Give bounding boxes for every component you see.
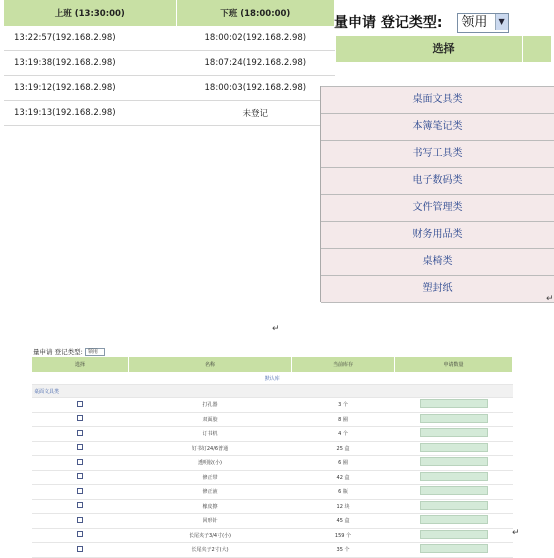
embed-title-bar [32, 348, 513, 357]
embedded-request-screenshot [32, 348, 513, 554]
clock-in-cell: 13:19:38(192.168.2.98) [4, 51, 176, 76]
embed-title: 量申请 登记类型: [33, 348, 83, 356]
category-item[interactable]: 财务用品类 [321, 222, 554, 249]
registration-type-value: 领用 [461, 15, 488, 30]
supply-table [32, 357, 513, 558]
item-stock: 42 盒 [292, 470, 395, 485]
select-checkbox[interactable] [77, 444, 83, 450]
table-row [32, 427, 513, 442]
category-item[interactable]: 书写工具类 [321, 141, 554, 168]
table-row [32, 470, 513, 485]
item-stock: 6 圈 [292, 456, 395, 471]
category-item[interactable]: 本簿笔记类 [321, 114, 554, 141]
clock-out-cell: 18:07:24(192.168.2.98) [176, 51, 334, 76]
quantity-input[interactable] [420, 544, 488, 553]
return-mark: ↵ [272, 324, 280, 334]
select-checkbox[interactable] [77, 488, 83, 494]
category-item[interactable]: 电子数码类 [321, 168, 554, 195]
quantity-input[interactable] [420, 399, 488, 408]
embed-type-select[interactable] [85, 348, 105, 356]
default-library-row [32, 372, 513, 385]
col-select: 选择 [32, 357, 129, 372]
item-name: 钉书钉24/6普通 [129, 441, 292, 456]
request-type-bar [334, 12, 553, 34]
select-checkbox[interactable] [77, 430, 83, 436]
clock-in-cell: 13:22:57(192.168.2.98) [4, 26, 176, 51]
clock-out-header: 下班 (18:00:00) [176, 0, 334, 26]
select-checkbox[interactable] [77, 401, 83, 407]
quantity-input[interactable] [420, 428, 488, 437]
table-row [4, 76, 335, 101]
table-row [32, 485, 513, 500]
item-stock: 12 块 [292, 499, 395, 514]
default-library-label[interactable]: 默认库 [32, 372, 513, 385]
clock-in-header: 上班 (13:30:00) [4, 0, 176, 26]
item-name: 长尾夹子2寸(大) [129, 543, 292, 558]
quantity-input[interactable] [420, 501, 488, 510]
select-checkbox[interactable] [77, 473, 83, 479]
col-quantity: 申请数量 [395, 357, 513, 372]
quantity-input[interactable] [420, 414, 488, 423]
select-header-label: 选择 [432, 42, 455, 55]
item-stock: 6 瓶 [292, 485, 395, 500]
item-name: 回形针 [129, 514, 292, 529]
select-checkbox[interactable] [77, 546, 83, 552]
select-checkbox[interactable] [77, 531, 83, 537]
item-stock: 25 盒 [292, 441, 395, 456]
category-item[interactable]: 桌面文具类 [321, 86, 554, 114]
category-item[interactable]: 塑封纸 [321, 276, 554, 303]
item-name: 长尾夹子3/4寸(小) [129, 528, 292, 543]
item-name: 修正带 [129, 470, 292, 485]
clock-out-cell: 18:00:03(192.168.2.98) [176, 76, 334, 101]
clock-in-cell: 13:19:13(192.168.2.98) [4, 101, 176, 126]
item-stock: 159 个 [292, 528, 395, 543]
table-row [4, 51, 335, 76]
item-stock: 4 个 [292, 427, 395, 442]
clock-out-cell-unregistered: 未登记 [176, 101, 334, 126]
select-checkbox[interactable] [77, 517, 83, 523]
table-row [32, 441, 513, 456]
return-mark: ↵ [512, 528, 520, 538]
table-row [32, 456, 513, 471]
table-row [4, 101, 335, 126]
category-row [32, 385, 513, 398]
category-label[interactable]: 桌面文具类 [32, 385, 513, 398]
chevron-down-icon[interactable]: ▼ [495, 14, 508, 30]
table-row [32, 412, 513, 427]
item-name: 打孔器 [129, 398, 292, 413]
item-stock: 3 个 [292, 398, 395, 413]
request-title: 量申请 登记类型: [334, 15, 443, 31]
table-row [32, 528, 513, 543]
registration-type-select[interactable] [457, 13, 508, 33]
select-checkbox[interactable] [77, 459, 83, 465]
item-name: 双面胶 [129, 412, 292, 427]
quantity-input[interactable] [420, 457, 488, 466]
quantity-input[interactable] [420, 472, 488, 481]
item-name: 订书机 [129, 427, 292, 442]
return-mark: ↵ [546, 294, 554, 304]
quantity-input[interactable] [420, 515, 488, 524]
item-name: 修正液 [129, 485, 292, 500]
attendance-table [4, 0, 335, 126]
category-item[interactable]: 文件管理类 [321, 195, 554, 222]
embed-type-value: 领用 [87, 349, 98, 355]
table-row [4, 26, 335, 51]
item-name: 橡皮擦 [129, 499, 292, 514]
item-name: 透明胶(小) [129, 456, 292, 471]
col-name: 名称 [129, 357, 292, 372]
item-stock: 35 个 [292, 543, 395, 558]
quantity-input[interactable] [420, 486, 488, 495]
item-stock: 45 盒 [292, 514, 395, 529]
clock-in-cell: 13:19:12(192.168.2.98) [4, 76, 176, 101]
quantity-input[interactable] [420, 443, 488, 452]
quantity-input[interactable] [420, 530, 488, 539]
select-checkbox[interactable] [77, 502, 83, 508]
item-stock: 8 圈 [292, 412, 395, 427]
clock-out-cell: 18:00:02(192.168.2.98) [176, 26, 334, 51]
table-row [32, 398, 513, 413]
column-divider [522, 36, 523, 62]
select-column-header [336, 36, 551, 62]
category-item[interactable]: 桌椅类 [321, 249, 554, 276]
col-stock: 当前库存 [292, 357, 395, 372]
table-row [32, 543, 513, 558]
table-row [32, 514, 513, 529]
category-list [320, 86, 554, 302]
select-checkbox[interactable] [77, 415, 83, 421]
table-row [32, 499, 513, 514]
